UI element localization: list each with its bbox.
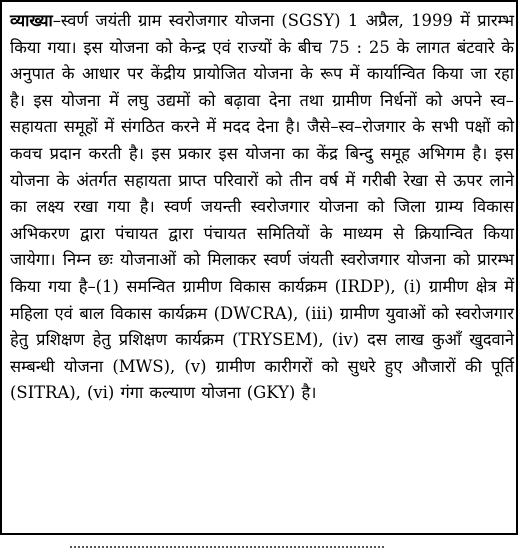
explanation-heading: व्याख्या <box>10 11 53 30</box>
explanation-body: –स्वर्ण जयंती ग्राम स्वरोजगार योजना (SGSY) 1 अप्रैल, 1999 में प्रारम्भ किया गया। इस योजना को केन्द्र एवं राज्यों के बीच 75 : 25 के लागत बंटवारे के अनुपात के आधार पर केंद्रीय प्रायोजित योजना के रूप में कार्यान्वित किया जा रहा है। इस योजना में लघु उद्यमों को बढ़ावा देना तथा ग्रामीण निर्धनों को अपने स्व–सहायता समूहों में संगठित करने में मदद देना है। जैसे–स्व–रोजगार के सभी पक्षों को कवच प्रदान करती है। इस प्रकार इस योजना का केंद्र बिन्दु समूह अभिगम है। इस योजना के अंतर्गत सहायता प्राप्त परिवारों को तीन वर्ष में गरीबी रेखा से ऊपर लाने का लक्ष्य रखा गया है। स्वर्ण जयन्ती स्वरोजगार योजना को जिला ग्राम्य विकास अभिकरण द्वारा पंचायत द्वारा पंचायत समितियों के माध्यम से क्रियान्वित किया जायेगा। निम्न छः योजनाओं को मिलाकर स्वर्ण जंयती स्वरोजगार योजना को प्रारम्भ किया गया है–(1) समन्वित ग्रामीण विकास कार्यक्रम (IRDP), (i) ग्रामीण क्षेत्र में महिला एवं बाल विकास कार्यक्रम (DWCRA), (iii) ग्रामीण युवाओं को स्वरोजगार हेतु प्रशिक्षण हेतु प्रशिक्षण कार्यक्रम (TRYSEM), (iv) दस लाख कुआँ खुदवाने सम्बन्धी योजना (MWS), (v) ग्रामीण कारीगरों को सुधरे हुए औजारों की पूर्ति (SITRA), (vi) गंगा कल्याण योजना (GKY) है। <box>10 11 514 403</box>
cut-off-next-line <box>0 542 524 550</box>
explanation-paragraph <box>10 8 514 407</box>
